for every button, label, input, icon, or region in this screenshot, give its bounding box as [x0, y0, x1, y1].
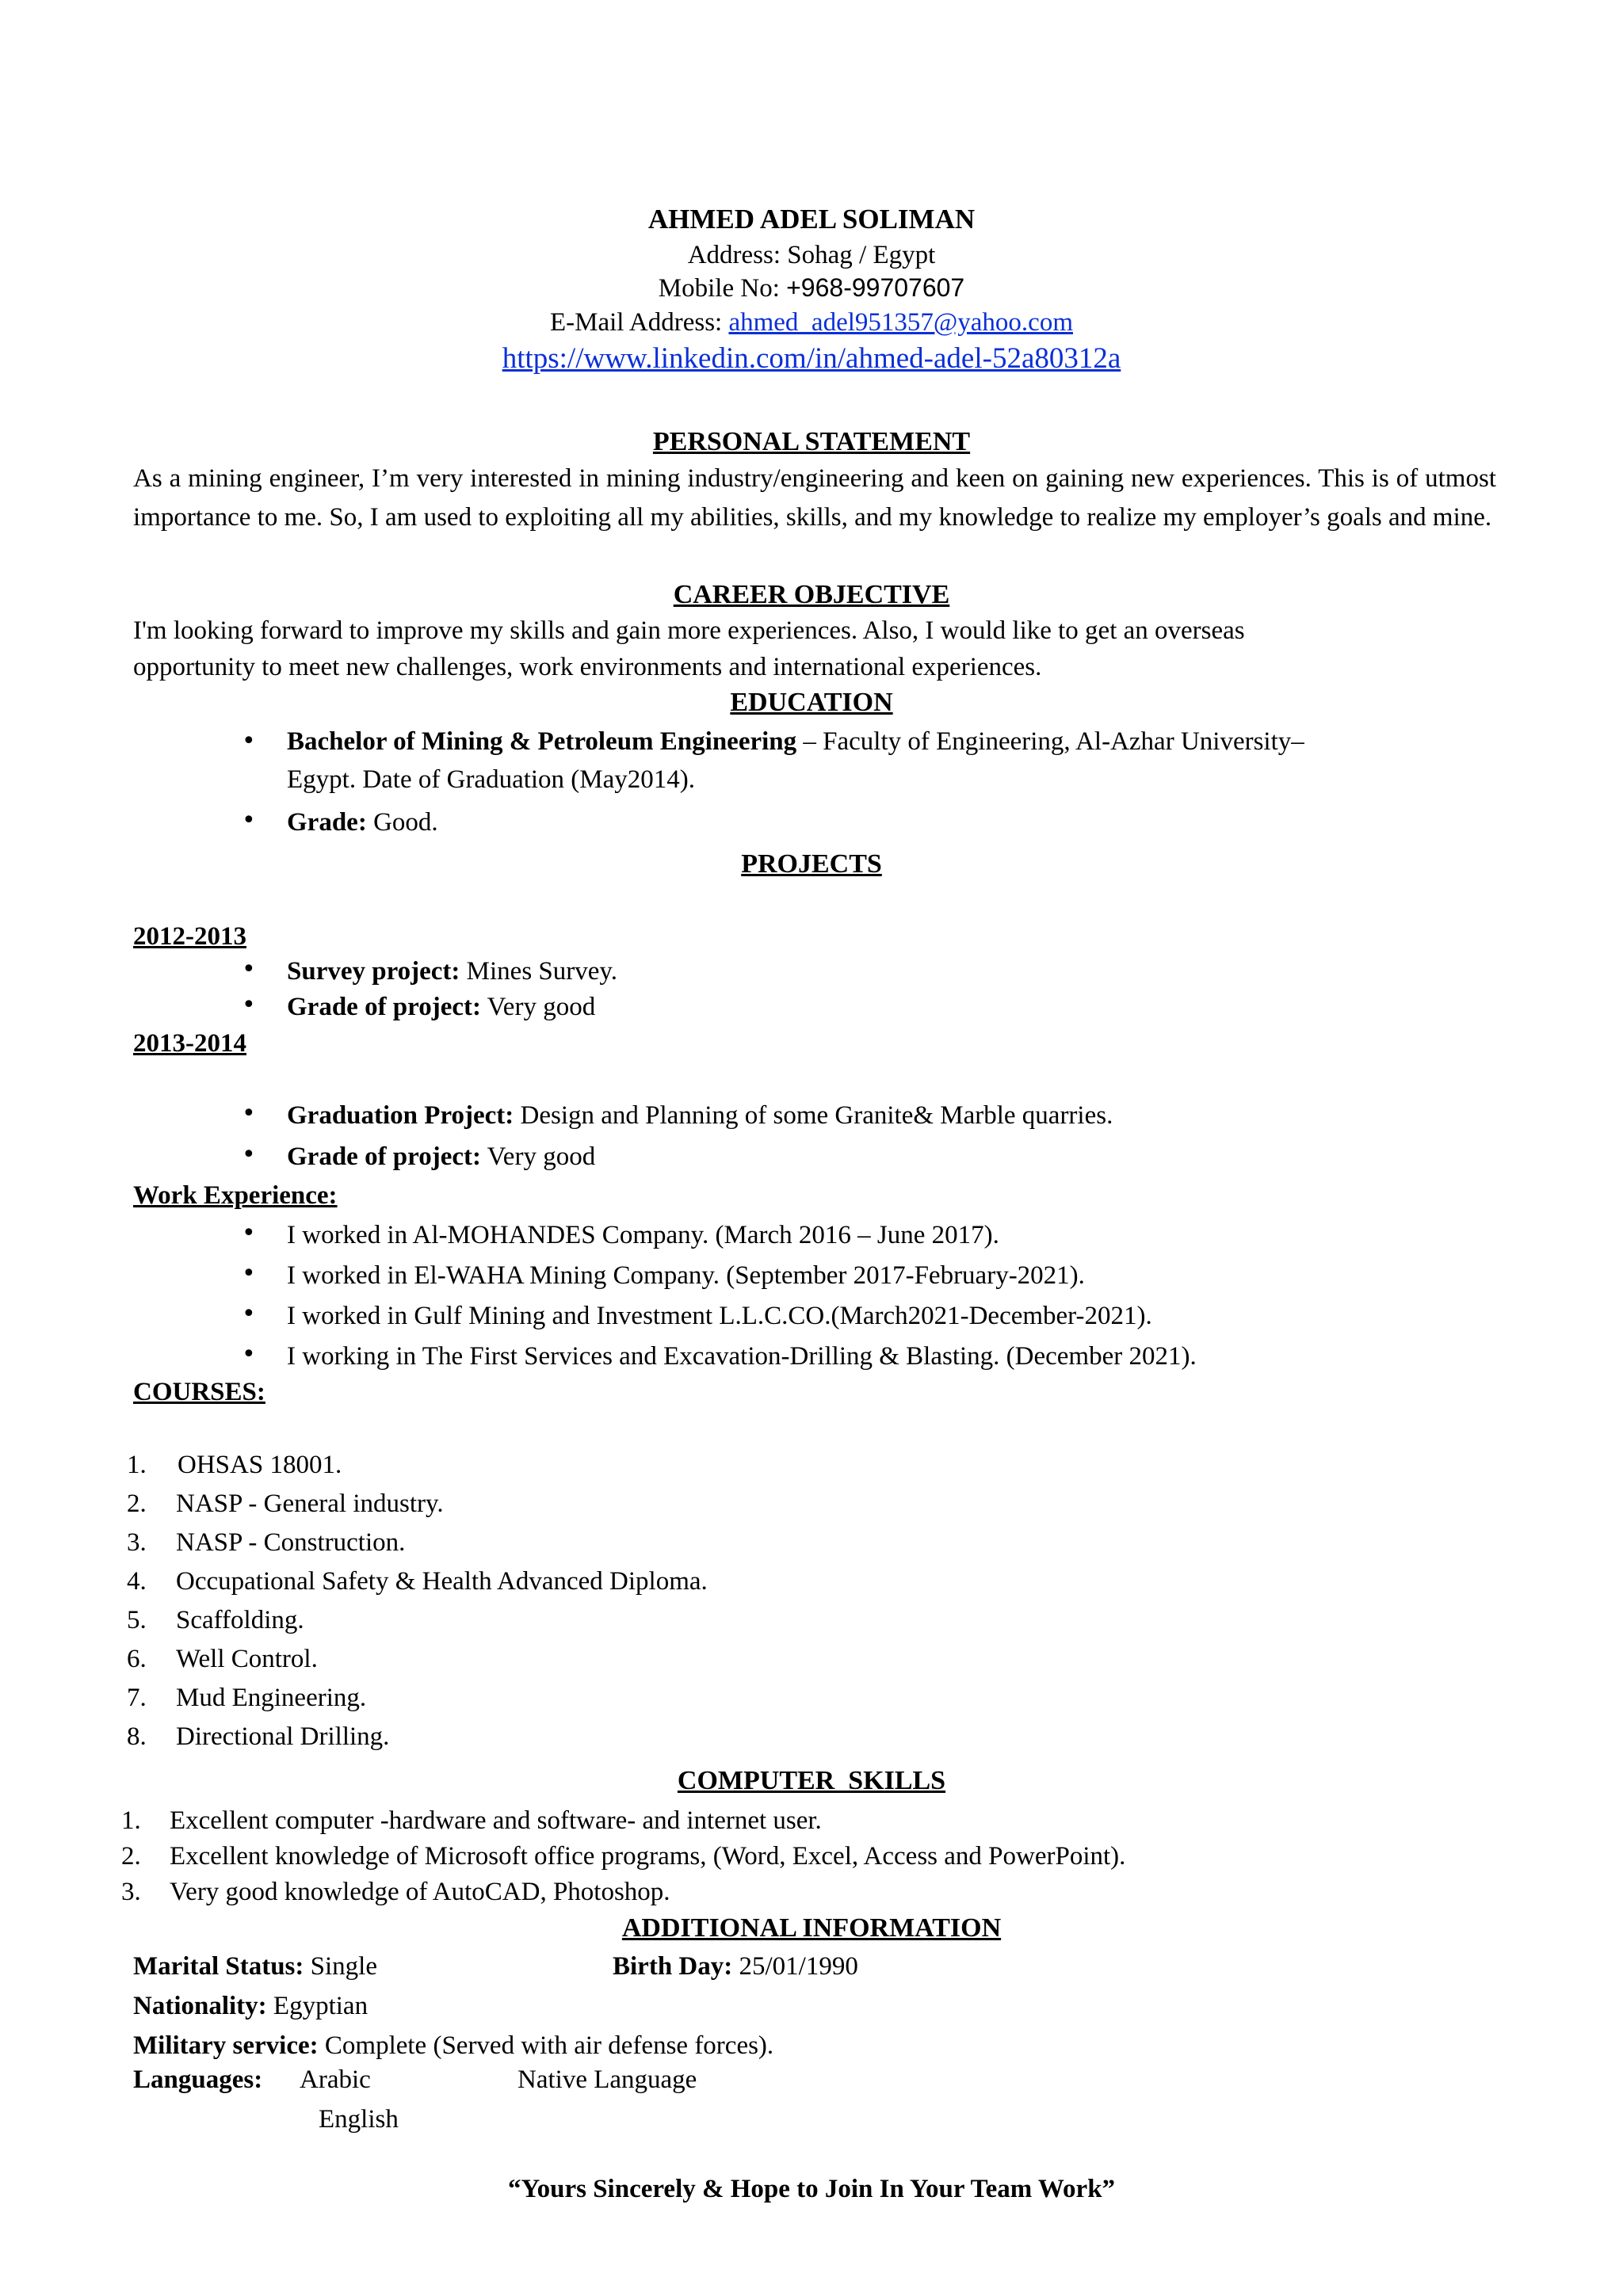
languages-label: Languages:	[133, 2065, 263, 2094]
mobile-label: Mobile No:	[658, 274, 787, 303]
list-item	[127, 1564, 1474, 1603]
list-item	[127, 1447, 1474, 1486]
project-period-1: 2012-2013	[133, 922, 246, 951]
list-item	[127, 1680, 1474, 1719]
marital-label: Marital Status:	[133, 1952, 304, 1981]
mobile-number: +968-99707607	[786, 273, 965, 302]
item-value: Mines Survey.	[460, 957, 618, 986]
item-label: Survey project:	[287, 957, 460, 986]
computer-skills-list	[121, 1803, 1508, 1910]
nationality-value: Egyptian	[266, 1992, 369, 2020]
birthday-label: Birth Day:	[613, 1952, 733, 1981]
item-text: Occupational Safety & Health Advanced Diploma.	[176, 1567, 708, 1596]
project-2-list	[0, 1098, 1466, 1175]
degree-title: Bachelor of Mining & Petroleum Engineering	[287, 727, 797, 756]
computer-skills-heading: COMPUTER SKILLS	[677, 1766, 946, 1795]
item-value: Very good	[480, 1142, 596, 1171]
grade-label: Grade:	[287, 808, 367, 837]
language-arabic-level: Native Language	[517, 2065, 697, 2094]
military-label: Military service:	[133, 2031, 319, 2060]
item-text: NASP - General industry.	[176, 1489, 444, 1518]
education-heading: EDUCATION	[730, 688, 893, 717]
email-link[interactable]: ahmed_adel951357@yahoo.com	[728, 308, 1073, 337]
courses-heading: COURSES:	[133, 1378, 265, 1406]
career-objective-heading: CAREER OBJECTIVE	[673, 580, 950, 609]
item-label: Graduation Project:	[287, 1101, 514, 1130]
career-objective-line-2: opportunity to meet new challenges, work environments and international experiences.	[133, 653, 1042, 681]
list-item	[0, 1098, 1466, 1139]
marital-value: Single	[304, 1952, 377, 1981]
list-item: • I worked in Al-MOHANDES Company. (March 2016 – June 2017).	[0, 1218, 1466, 1258]
item-text: Excellent knowledge of Microsoft office programs, (Word, Excel, Access and PowerPoint).	[170, 1842, 1126, 1871]
work-experience-heading: Work Experience:	[133, 1181, 338, 1210]
work-experience-list	[0, 1218, 1466, 1375]
item-text: Directional Drilling.	[176, 1722, 390, 1751]
personal-statement-text: As a mining engineer, I’m very interested in mining industry/engineering and keen on gaining new experiences. This is of utmost importance to me. So, I am used to exploiting all my abilities, skills, and my knowledge to realize my employer’s goals and mine.	[133, 464, 1496, 532]
education-list	[0, 723, 1466, 841]
list-item	[121, 1839, 1508, 1875]
item-number: 5.	[127, 1606, 147, 1634]
project-period-2: 2013-2014	[133, 1029, 246, 1058]
marital-status	[133, 1949, 377, 1985]
linkedin-line	[0, 339, 1623, 379]
nationality-label: Nationality:	[133, 1992, 267, 2020]
closing-line: “Yours Sincerely & Hope to Join In Your Team Work”	[507, 2175, 1116, 2203]
item-value: Design and Planning of some Granite& Marble quarries.	[514, 1101, 1113, 1130]
item-label: Grade of project:	[287, 993, 481, 1021]
list-item	[0, 1139, 1466, 1175]
item-number: 4.	[127, 1567, 147, 1596]
list-item	[127, 1525, 1474, 1564]
personal-statement-heading: PERSONAL STATEMENT	[652, 427, 971, 456]
item-text: OHSAS 18001.	[178, 1451, 342, 1479]
projects-heading: PROJECTS	[741, 849, 882, 879]
email-line	[0, 305, 1623, 341]
language-arabic: Arabic	[300, 2065, 371, 2094]
list-item	[127, 1642, 1474, 1680]
item-number: 3.	[121, 1878, 141, 1906]
military-service	[133, 2028, 773, 2064]
item-number: 2.	[121, 1842, 141, 1871]
project-1-list	[0, 954, 1466, 1025]
list-item	[0, 990, 1466, 1025]
item-number: 3.	[127, 1528, 147, 1557]
degree-detail: – Faculty of Engineering, Al-Azhar University–	[796, 727, 1304, 756]
item-number: 1.	[121, 1806, 141, 1835]
list-item	[127, 1719, 1474, 1755]
item-text: NASP - Construction.	[176, 1528, 406, 1557]
list-item	[127, 1486, 1474, 1525]
list-item	[0, 723, 1466, 799]
address-line: Address: Sohag / Egypt	[687, 241, 936, 269]
military-value: Complete (Served with air defense forces).	[318, 2031, 774, 2060]
degree-detail-2: Egypt. Date of Graduation (May2014).	[287, 765, 696, 794]
grade-value: Good.	[366, 808, 438, 837]
item-text: Mud Engineering.	[176, 1684, 367, 1712]
linkedin-link[interactable]: https://www.linkedin.com/in/ahmed-adel-52a80312a	[502, 342, 1121, 375]
mobile-line	[0, 271, 1623, 307]
additional-information-heading: ADDITIONAL INFORMATION	[621, 1913, 1002, 1943]
career-objective-line-1: I'm looking forward to improve my skills and gain more experiences. Also, I would like to get an overseas	[133, 616, 1245, 645]
item-value: Very good	[480, 993, 596, 1021]
item-number: 6.	[127, 1645, 147, 1673]
birthday-value: 25/01/1990	[732, 1952, 858, 1981]
nationality	[133, 1989, 368, 2024]
birth-day	[613, 1949, 858, 1985]
list-item	[0, 954, 1466, 990]
item-number: 7.	[127, 1684, 147, 1712]
item-label: Grade of project:	[287, 1142, 481, 1171]
list-item	[121, 1803, 1508, 1839]
item-number: 2.	[127, 1489, 147, 1518]
courses-list	[127, 1447, 1474, 1755]
list-item: • I working in The First Services and Excavation-Drilling & Blasting. (December 2021).	[0, 1339, 1466, 1375]
language-english: English	[319, 2105, 399, 2134]
list-item: • I worked in El-WAHA Mining Company. (September 2017-February-2021).	[0, 1258, 1466, 1299]
list-item	[0, 805, 1466, 841]
item-text: Well Control.	[176, 1645, 318, 1673]
list-item	[121, 1875, 1508, 1910]
item-text: Scaffolding.	[176, 1606, 304, 1634]
item-number: 8.	[127, 1722, 147, 1751]
candidate-name: AHMED ADEL SOLIMAN	[647, 204, 976, 235]
list-item: • I worked in Gulf Mining and Investment L.L.C.CO.(March2021-December-2021).	[0, 1299, 1466, 1339]
list-item	[127, 1603, 1474, 1642]
item-number: 1.	[127, 1451, 147, 1479]
item-text: Very good knowledge of AutoCAD, Photoshop.	[170, 1878, 670, 1906]
item-text: Excellent computer -hardware and software- and internet user.	[170, 1806, 822, 1835]
email-label: E-Mail Address:	[549, 308, 729, 337]
